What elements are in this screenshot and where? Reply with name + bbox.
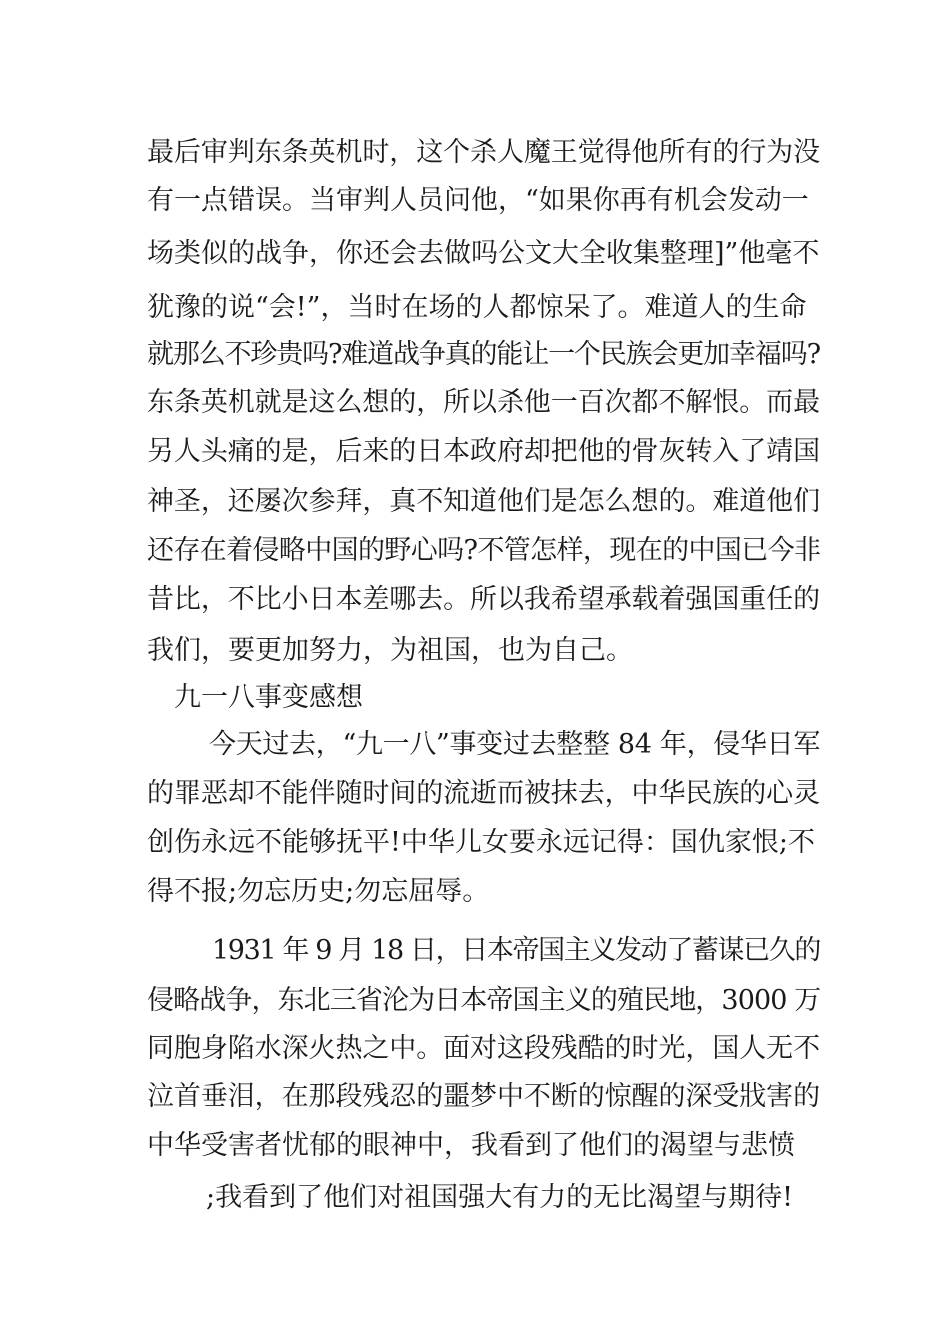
text-line: 中华受害者忧郁的眼神中，我看到了他们的渴望与悲愤 <box>147 1130 795 1161</box>
text-line: 还存在着侵略中国的野心吗?不管怎样，现在的中国已今非 <box>147 535 821 566</box>
text-line: 神圣，还屡次参拜，真不知道他们是怎么想的。难道他们 <box>147 486 820 517</box>
text-line: 场类似的战争，你还会去做吗公文大全收集整理]”他毫不 <box>147 238 820 269</box>
text-line: 最后审判东条英机时，这个杀人魔王觉得他所有的行为没 <box>147 137 820 168</box>
text-line: 东条英机就是这么想的，所以杀他一百次都不解恨。而最 <box>147 387 820 418</box>
text-line: 同胞身陷水深火热之中。面对这段残酷的时光，国人无不 <box>147 1033 820 1064</box>
text-line: 犹豫的说“会!”，当时在场的人都惊呆了。难道人的生命 <box>147 292 807 323</box>
text-line: 的罪恶却不能伴随时间的流逝而被抹去，中华民族的心灵 <box>147 778 820 809</box>
text-line: 就那么不珍贵吗?难道战争真的能让一个民族会更加幸福吗? <box>147 339 820 370</box>
text-line: 另人头痛的是，后来的日本政府却把他的骨灰转入了靖国 <box>147 436 820 467</box>
text-line: 侵略战争，东北三省沦为日本帝国主义的殖民地，3000 万 <box>147 985 821 1016</box>
text-line: 今天过去，“九一八”事变过去整整 84 年，侵华日军 <box>209 729 821 760</box>
text-line: 泣首垂泪，在那段残忍的噩梦中不断的惊醒的深受戕害的 <box>147 1081 820 1112</box>
text-line: 我们，要更加努力，为祖国，也为自己。 <box>147 635 633 666</box>
text-line: 昔比，不比小日本差哪去。所以我希望承载着强国重任的 <box>147 584 820 615</box>
section-heading: 九一八事变感想 <box>174 682 363 713</box>
text-line: 有一点错误。当审判人员问他，“如果你再有机会发动一 <box>147 185 809 216</box>
text-line: 得不报;勿忘历史;勿忘屈辱。 <box>147 876 490 907</box>
text-line: 1931 年 9 月 18 日，日本帝国主义发动了蓄谋已久的 <box>212 935 821 966</box>
text-line: 创伤永远不能够抚平!中华儿女要永远记得：国仇家恨;不 <box>147 827 815 858</box>
text-line: ;我看到了他们对祖国强大有力的无比渴望与期待! <box>206 1182 793 1213</box>
